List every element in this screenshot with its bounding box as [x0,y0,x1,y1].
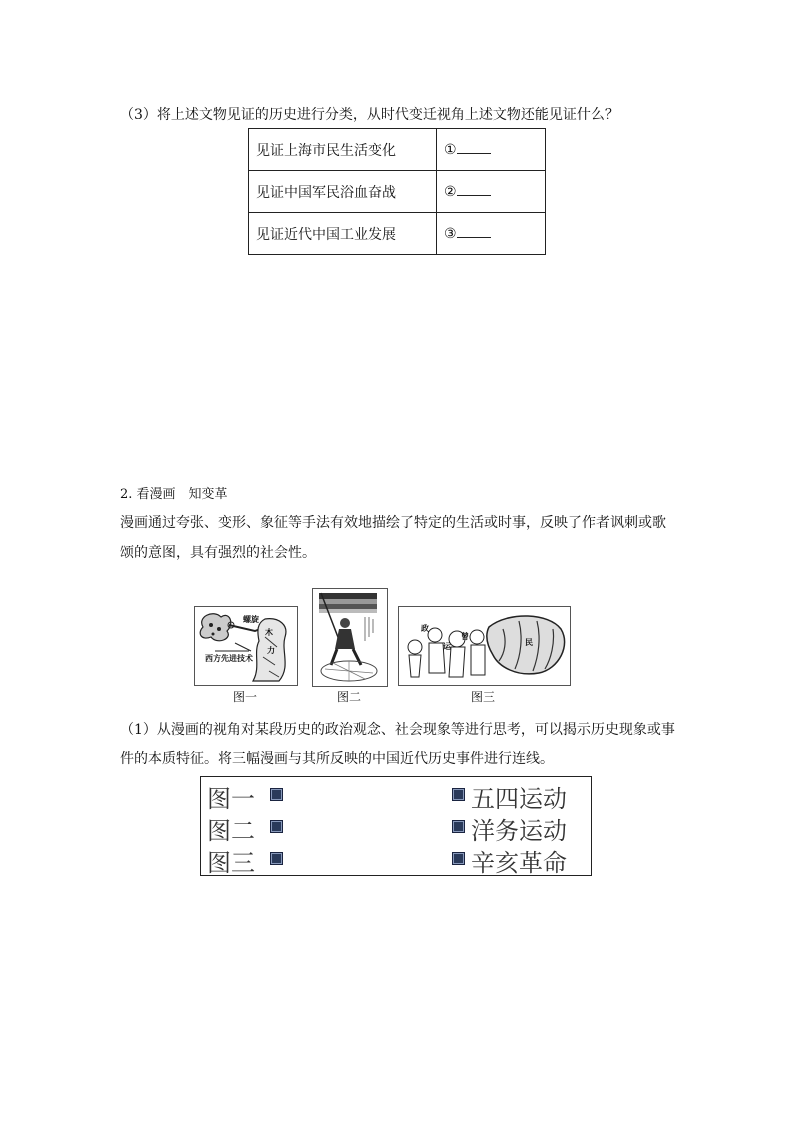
figure-1-label: 木 [265,627,273,637]
matching-box [200,776,592,876]
match-left-dot[interactable] [271,789,282,800]
flag-bearer-cartoon-icon [313,589,387,686]
figure-2-cartoon [312,588,388,687]
match-left-dot[interactable] [271,821,282,832]
section-intro: 漫画通过夸张、变形、象征等手法有效地描绘了特定的生活或时事，反映了作者讽刺或歌颂的意图，具有强烈的社会性。 [120,515,666,561]
table-cell-left: 见证上海市民生活变化 [249,129,437,171]
figure-3-label: 政 [421,623,429,633]
match-left-item: 图三 [207,849,255,877]
answer-number: ② [444,184,457,200]
figure-1-label: 西方先进技术 [205,653,253,663]
figure-3-label: 运 [443,641,451,651]
answer-blank[interactable] [457,141,491,154]
table-cell-answer[interactable] [437,171,546,213]
figure-1-caption: 图一 [232,690,257,704]
classification-table [248,128,546,255]
match-right-dot[interactable] [453,853,464,864]
answer-number: ① [444,142,457,158]
figure-3-cartoon [398,606,571,686]
match-right-item: 辛亥革命 [471,849,567,877]
figure-3-label: 民 [525,637,533,647]
match-left-dot[interactable] [271,853,282,864]
figure-1-label: 螺旋 [243,614,259,624]
answer-blank[interactable] [457,183,491,196]
match-right-dot[interactable] [453,789,464,800]
table-row [249,129,546,171]
figure-3-label: 曾 [461,631,469,641]
fist-crowd-cartoon-icon [399,607,570,685]
figure-2-caption: 图二 [336,690,361,704]
figure-1-label: 力 [267,645,275,655]
question-3-text: （3）将上述文物见证的历史进行分类，从时代变迁视角上述文物还能见证什么？ [120,107,619,123]
table-cell-left: 见证近代中国工业发展 [249,213,437,255]
answer-blank[interactable] [457,225,491,238]
figure-1-cartoon [194,606,298,686]
table-row [249,213,546,255]
table-cell-answer[interactable] [437,129,546,171]
table-cell-left: 见证中国军民浴血奋战 [249,171,437,213]
match-right-item: 洋务运动 [471,817,567,845]
question-1-text: （1）从漫画的视角对某段历史的政治观念、社会现象等进行思考，可以揭示历史现象或事件的本质特征。将三幅漫画与其所反映的中国近代历史事件进行连线。 [120,722,675,767]
match-right-dot[interactable] [453,821,464,832]
table-cell-answer[interactable] [437,213,546,255]
match-left-item: 图二 [207,817,255,845]
answer-number: ③ [444,226,457,242]
table-row [249,171,546,213]
match-right-item: 五四运动 [471,785,567,813]
figure-3-caption: 图三 [470,690,495,704]
match-left-item: 图一 [207,785,255,813]
section-heading: 2. 看漫画 知变革 [120,487,228,502]
